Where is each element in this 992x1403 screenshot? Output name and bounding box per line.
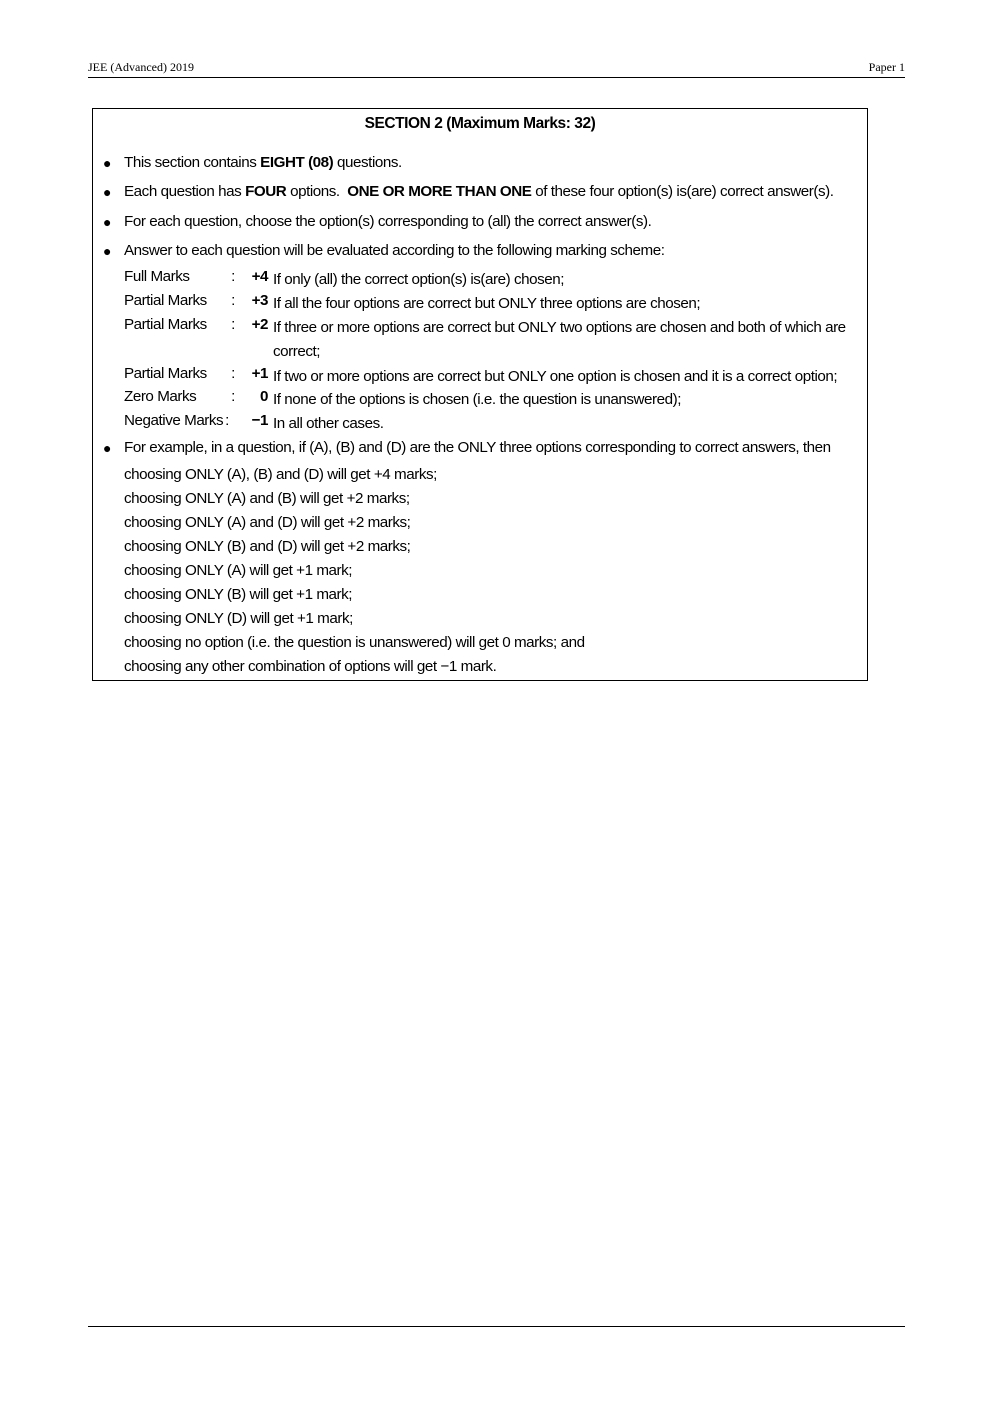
paper-number: Paper 1 — [868, 60, 905, 74]
marking-row-partial-3: Partial Marks : +3 If all the four options are correct but ONLY three options are chosen; — [124, 292, 701, 312]
bullet-icon: ● — [103, 214, 112, 230]
example-line: choosing ONLY (A), (B) and (D) will get +4 marks; — [124, 466, 437, 483]
header-rule — [88, 77, 905, 78]
section-title: SECTION 2 (Maximum Marks: 32) — [364, 115, 596, 132]
marking-row-partial-1: Partial Marks : +1 If two or more options are correct but ONLY one option is chosen and it is a correct option; — [124, 365, 838, 385]
bullet-icon: ● — [103, 243, 112, 259]
instruction-example-intro: For example, in a question, if (A), (B) and (D) are the ONLY three options corresponding to correct answers, then — [124, 439, 831, 456]
example-line: choosing ONLY (A) and (D) will get +2 marks; — [124, 514, 411, 531]
exam-title: JEE (Advanced) 2019 — [88, 60, 194, 74]
example-line: choosing any other combination of options will get −1 mark. — [124, 658, 497, 675]
footer-rule — [88, 1326, 905, 1327]
marking-row-negative: Negative Marks : −1 In all other cases. — [124, 412, 384, 432]
bullet-icon: ● — [103, 440, 112, 456]
bullet-icon: ● — [103, 184, 112, 200]
instructions-box — [92, 108, 868, 681]
marking-row-full: Full Marks : +4 If only (all) the correct option(s) is(are) chosen; — [124, 268, 565, 288]
instruction-options: Each question has FOUR options. ONE OR MORE THAN ONE of these four option(s) is(are) correct answer(s). — [124, 183, 834, 200]
instruction-marking-scheme: Answer to each question will be evaluated according to the following marking scheme: — [124, 242, 665, 259]
example-line: choosing ONLY (B) will get +1 mark; — [124, 586, 353, 603]
bullet-icon: ● — [103, 155, 112, 171]
example-line: choosing ONLY (A) and (B) will get +2 marks; — [124, 490, 410, 507]
example-line: choosing ONLY (A) will get +1 mark; — [124, 562, 353, 579]
instruction-question-count: This section contains EIGHT (08) questions. — [124, 154, 402, 171]
example-line: choosing ONLY (B) and (D) will get +2 marks; — [124, 538, 411, 555]
instruction-choose: For each question, choose the option(s) corresponding to (all) the correct answer(s). — [124, 213, 652, 230]
example-line: choosing ONLY (D) will get +1 mark; — [124, 610, 353, 627]
example-line: choosing no option (i.e. the question is unanswered) will get 0 marks; and — [124, 634, 585, 651]
marking-row-partial-2: Partial Marks : +2 If three or more options are correct but ONLY two options are chosen and both of which are correct; — [124, 316, 846, 360]
marking-row-zero: Zero Marks : 0 If none of the options is chosen (i.e. the question is unanswered); — [124, 388, 682, 408]
